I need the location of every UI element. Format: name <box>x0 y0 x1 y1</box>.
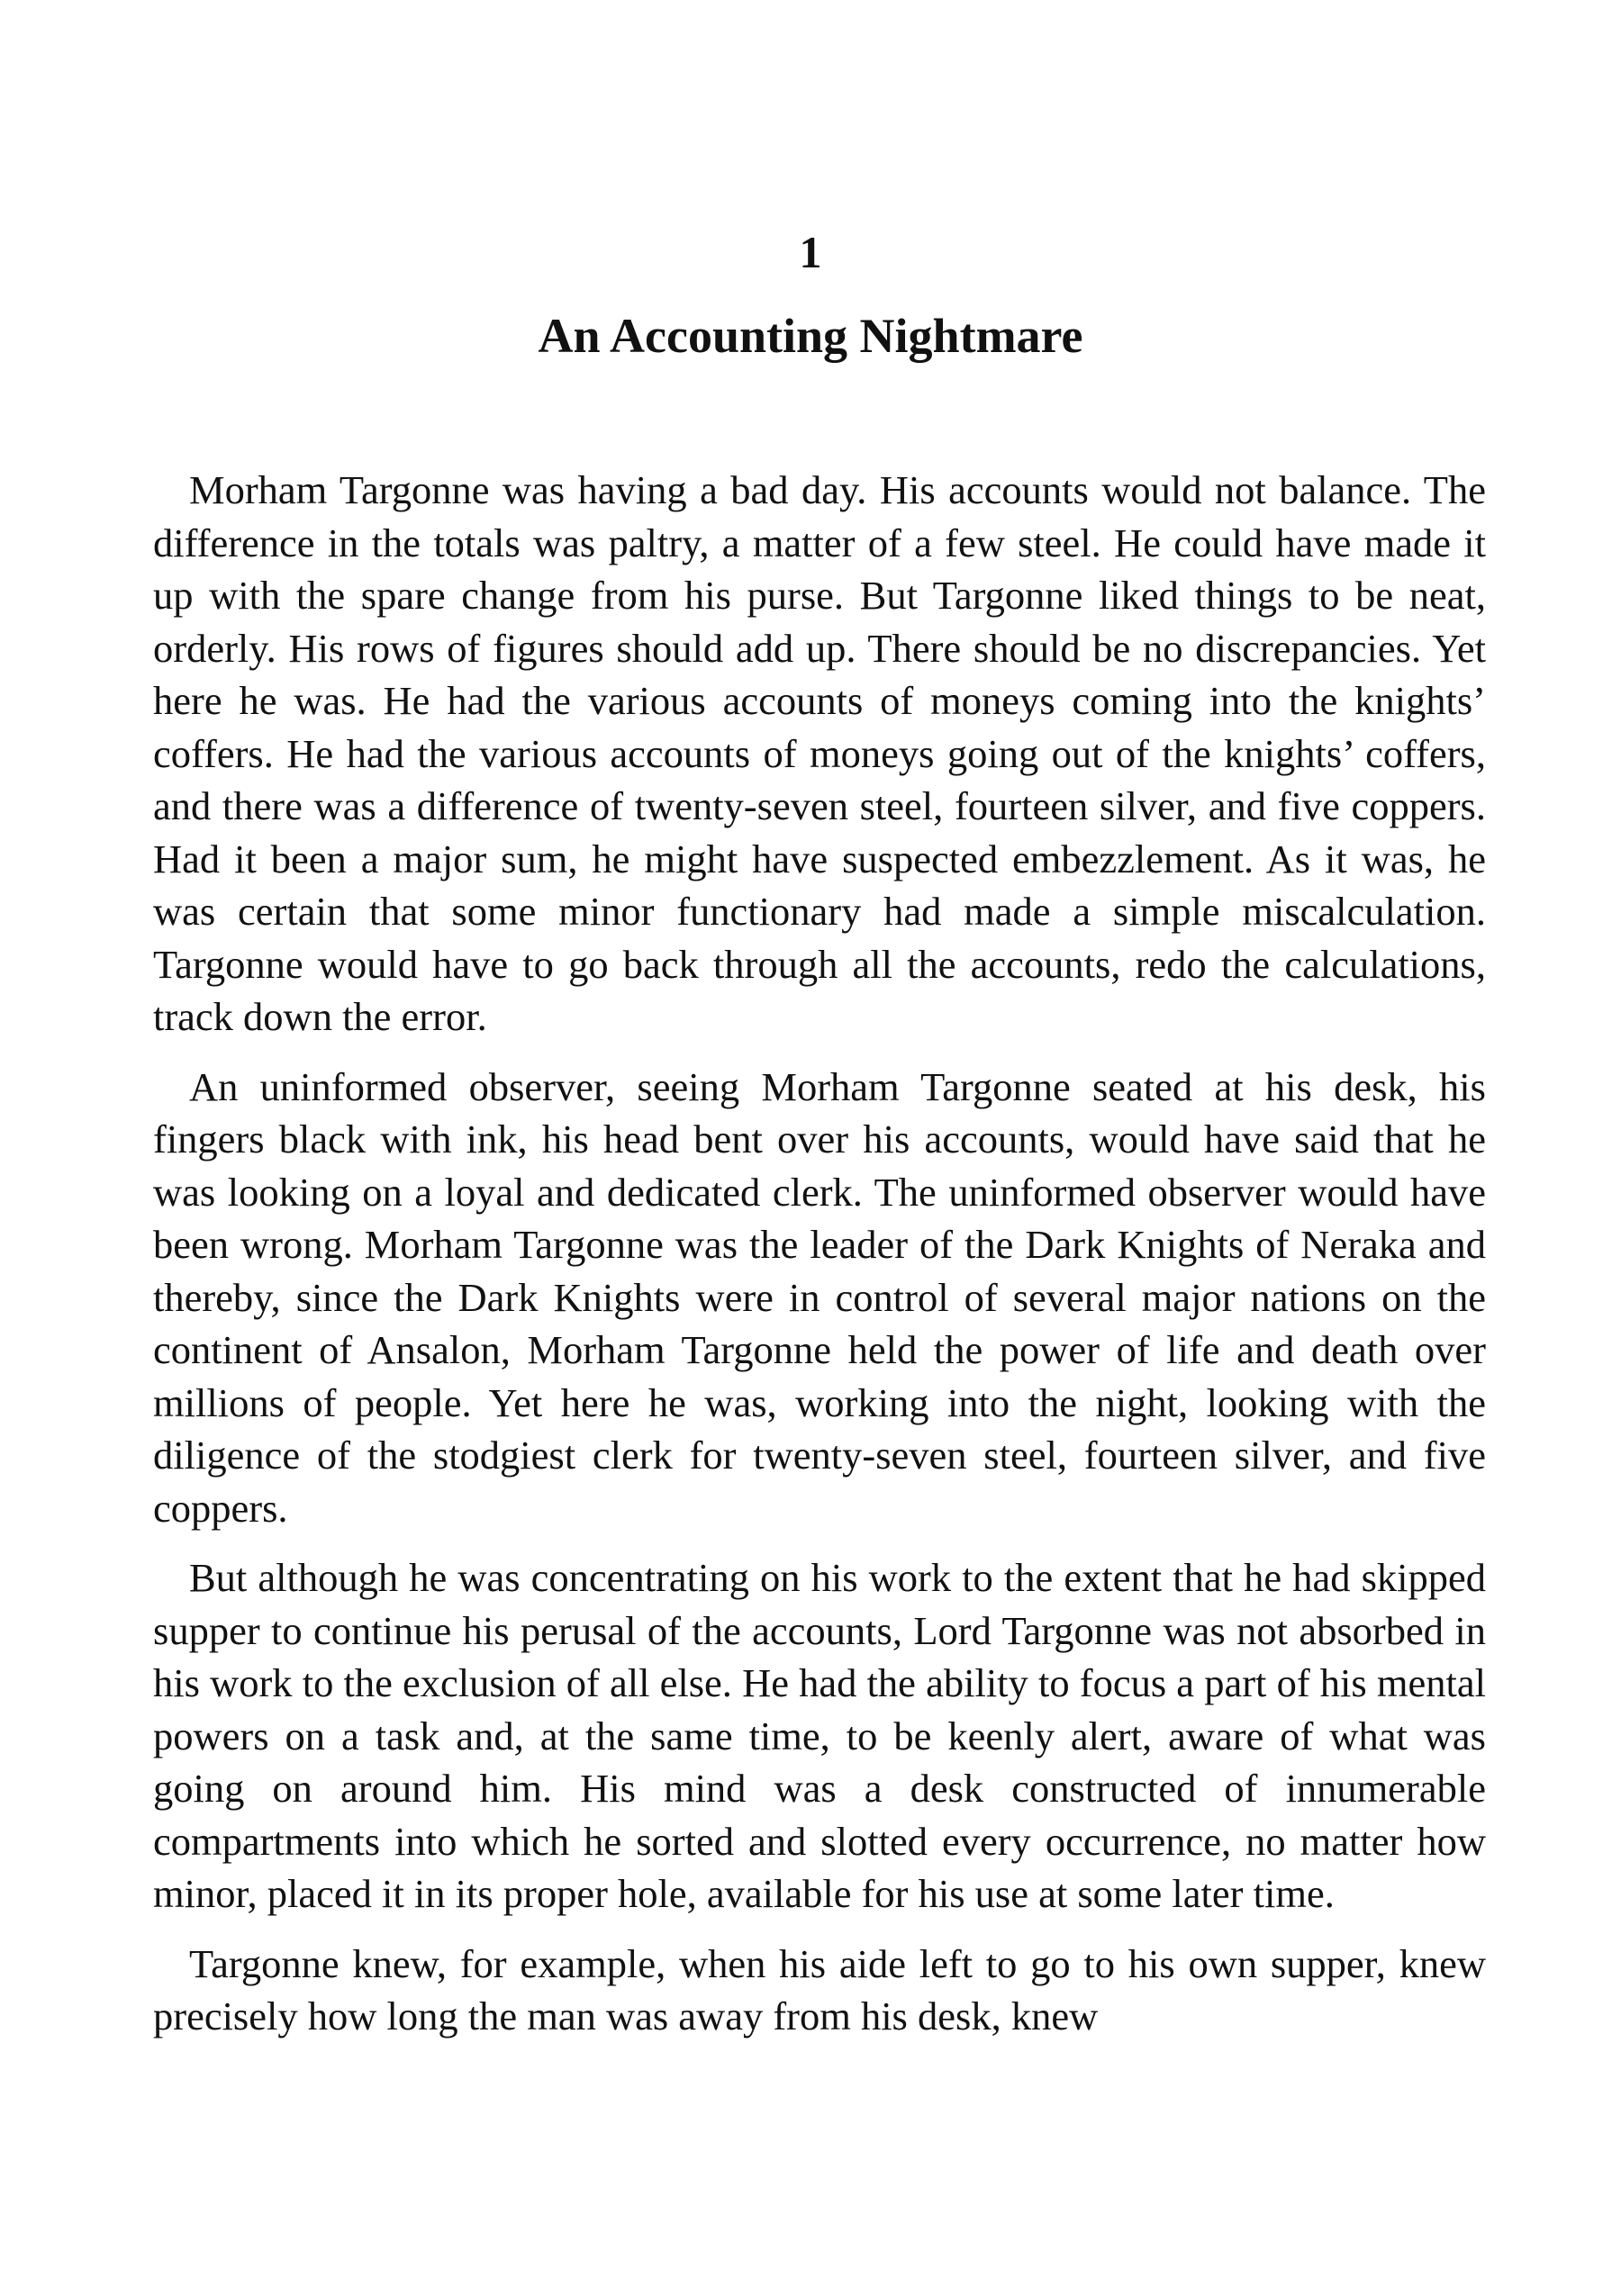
paragraph: But although he was concentrating on his work to the extent that he had skipped supper to continue his perusal of the accounts, Lord Targonne was not absorbed in his work to the exclusion of all else. He had the ability to focus a part of his mental powers on a task and, at the same time, to be keenly alert, aware of what was going on around him. His mind was a desk constructed of innumerable compartments into which he sorted and slotted every occurrence, no matter how minor, placed it in its proper hole, available for his use at some later time. <box>153 1555 1486 1916</box>
paragraph: Targonne knew, for example, when his aide left to go to his own supper, knew precisely how long the man was away from his desk, knew <box>153 1940 1486 2038</box>
chapter-body <box>153 464 1486 2060</box>
chapter-number: 1 <box>799 227 822 277</box>
paragraph: Morham Targonne was having a bad day. His accounts would not balance. The difference in the totals was paltry, a matter of a few steel. He could have made it up with the spare change from his purse. But Targonne liked things to be neat, orderly. His rows of figures should add up. There should be no discrepancies. Yet here he was. He had the various accounts of moneys coming into the knights’ coffers. He had the various accounts of moneys going out of the knights’ coffers, and there was a difference of twenty-seven steel, fourteen silver, and five coppers. Had it been a major sum, he might have suspected embezzlement. As it was, he was certain that some minor functionary had made a simple miscalculation. Targonne would have to go back through all the accounts, redo the calculations, track down the error. <box>153 467 1486 1039</box>
paragraph: An uninformed observer, seeing Morham Targonne seated at his desk, his fingers black with ink, his head bent over his accounts, would have said that he was looking on a loyal and dedicated clerk. The uninformed observer would have been wrong. Morham Targonne was the leader of the Dark Knights of Neraka and thereby, since the Dark Knights were in control of several major nations on the continent of Ansalon, Morham Targonne held the power of life and death over millions of people. Yet here he was, working into the night, looking with the diligence of the stodgiest clerk for twenty-seven steel, fourteen silver, and five coppers. <box>153 1063 1486 1531</box>
chapter-title: An Accounting Nightmare <box>538 309 1083 363</box>
